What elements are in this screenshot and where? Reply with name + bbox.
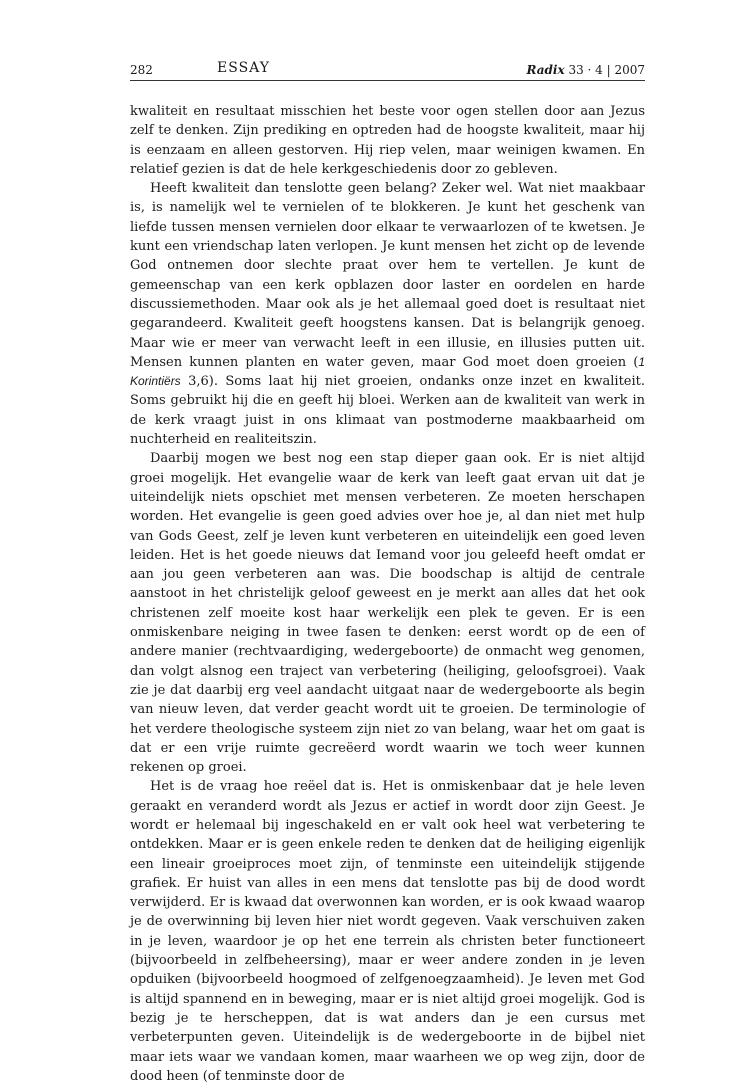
paragraph-2-text-b: 3,6). Soms laat hij niet groeien, ondanks onze inzet en kwaliteit. Soms gebruikt hij die en geeft hij bloei. Werken aan de kwaliteit van werk in de kerk vraagt juist in ons klimaat van postmoderne maakbaarheid om nuchterheid en realiteitszin. [130, 374, 645, 448]
header-rule [130, 80, 645, 81]
section-title: ESSAY [217, 60, 270, 76]
page-header [130, 60, 645, 80]
paragraph-4: Het is de vraag hoe reëel dat is. Het is onmiskenbaar dat je hele leven geraakt en veranderd wordt als Jezus er actief in wordt door zijn Geest. Je wordt er helemaal bij ingeschakeld en er valt ook heel wat verbetering te ontdekken. Maar er is geen enkele reden te denken dat de heiliging eigenlijk een lineair groeiproces moet zijn, of tenminste een uiteindelijk stijgende grafiek. Er huist van alles in een mens dat tenslotte pas bij de dood wordt verwijderd. Er is kwaad dat overwonnen kan worden, er is ook kwaad waarop je de overwinning bij leven hier niet wordt gegeven. Vaak verschuiven zaken in je leven, waardoor je op het ene terrein als christen beter functioneert (bijvoorbeeld in zelfbeheersing), maar er weer andere zonden in je leven opduiken (bijvoorbeeld hoogmoed of zelfgenoegzaamheid). Je leven met God is altijd spannend en in beweging, maar er is niet altijd groei mogelijk. God is bezig je te herscheppen, dat is wat anders dan je een cursus met verbeterpunten geven. Uiteindelijk is de wedergeboorte in de bijbel niet maar iets waar we vandaan komen, maar waarheen we op weg zijn, door de dood heen (of tenminste door de [130, 779, 645, 1084]
page-number: 282 [130, 63, 153, 77]
paragraph-2-text-a: Heeft kwaliteit dan tenslotte geen belang? Zeker wel. Wat niet maakbaar is, is namelijk wel te vernielen of te blokkeren. Je kunt het geschenk van liefde tussen mensen vernielen door elkaar te verwaarlozen of te kwetsen. Je kunt een vriendschap laten verlopen. Je kunt mensen het zicht op de levende God ontnemen door slechte praat over hem te vertellen. Je kunt de gemeenschap van een kerk opblazen door laster en oordelen en harde discussiemethoden. Maar ook als je het allemaal goed doet is resultaat niet gegarandeerd. Kwaliteit geeft hoogstens kansen. Dat is belangrijk genoeg. Maar wie er meer van verwacht leeft in een illusie, en illusies putten uit. Mensen kunnen planten en water geven, maar God moet doen groeien ( [130, 181, 645, 370]
paragraph-3: Daarbij mogen we best nog een stap dieper gaan ook. Er is niet altijd groei mogelijk. Het evangelie waar de kerk van leeft gaat ervan uit dat je uiteindelijk niets opschiet met mensen verbeteren. Ze moeten herschapen worden. Het evangelie is geen goed advies over hoe je, al dan niet met hulp van Gods Geest, zelf je leven kunt verbeteren en uiteindelijk een goed leven leiden. Het is het goede nieuws dat Iemand voor jou geleefd heeft omdat er aan jou geen verbeteren aan was. Die boodschap is altijd de centrale aanstoot in het christelijk geloof geweest en je merkt aan alles dat het ook christenen zelf moeite kost haar werkelijk een plek te geven. Er is een onmiskenbare neiging in twee fasen te denken: eerst wordt op de een of andere manier (rechtvaardiging, wedergeboorte) de onmacht weg genomen, dan volgt alsnog een traject van verbetering (heiliging, geloofsgroei). Vaak zie je dat daarbij erg veel aandacht uitgaat naar de wedergeboorte als begin van nieuw leven, dat verder geacht wordt uit te groeien. De terminologie of het verdere theologische systeem zijn niet zo van belang, waar het om gaat is dat er een vrije ruimte gecreëerd wordt waarin we toch weer kunnen rekenen op groei. [130, 451, 645, 776]
journal-issue: 33 · 4 | 2007 [568, 63, 645, 77]
journal-reference [526, 63, 645, 77]
article-body [130, 102, 645, 1086]
journal-name: Radix [526, 63, 565, 77]
paragraph-2 [130, 179, 645, 449]
paragraph-1: kwaliteit en resultaat misschien het beste voor ogen stellen door aan Jezus zelf te denken. Zijn prediking en optreden had de hoogste kwaliteit, maar hij is eenzaam en alleen gestorven. Hij riep velen, maar weinigen kwamen. En relatief gezien is dat de hele kerkgeschiedenis door zo gebleven. [130, 104, 645, 177]
bible-reference: 1 Korintiërs [130, 354, 645, 389]
